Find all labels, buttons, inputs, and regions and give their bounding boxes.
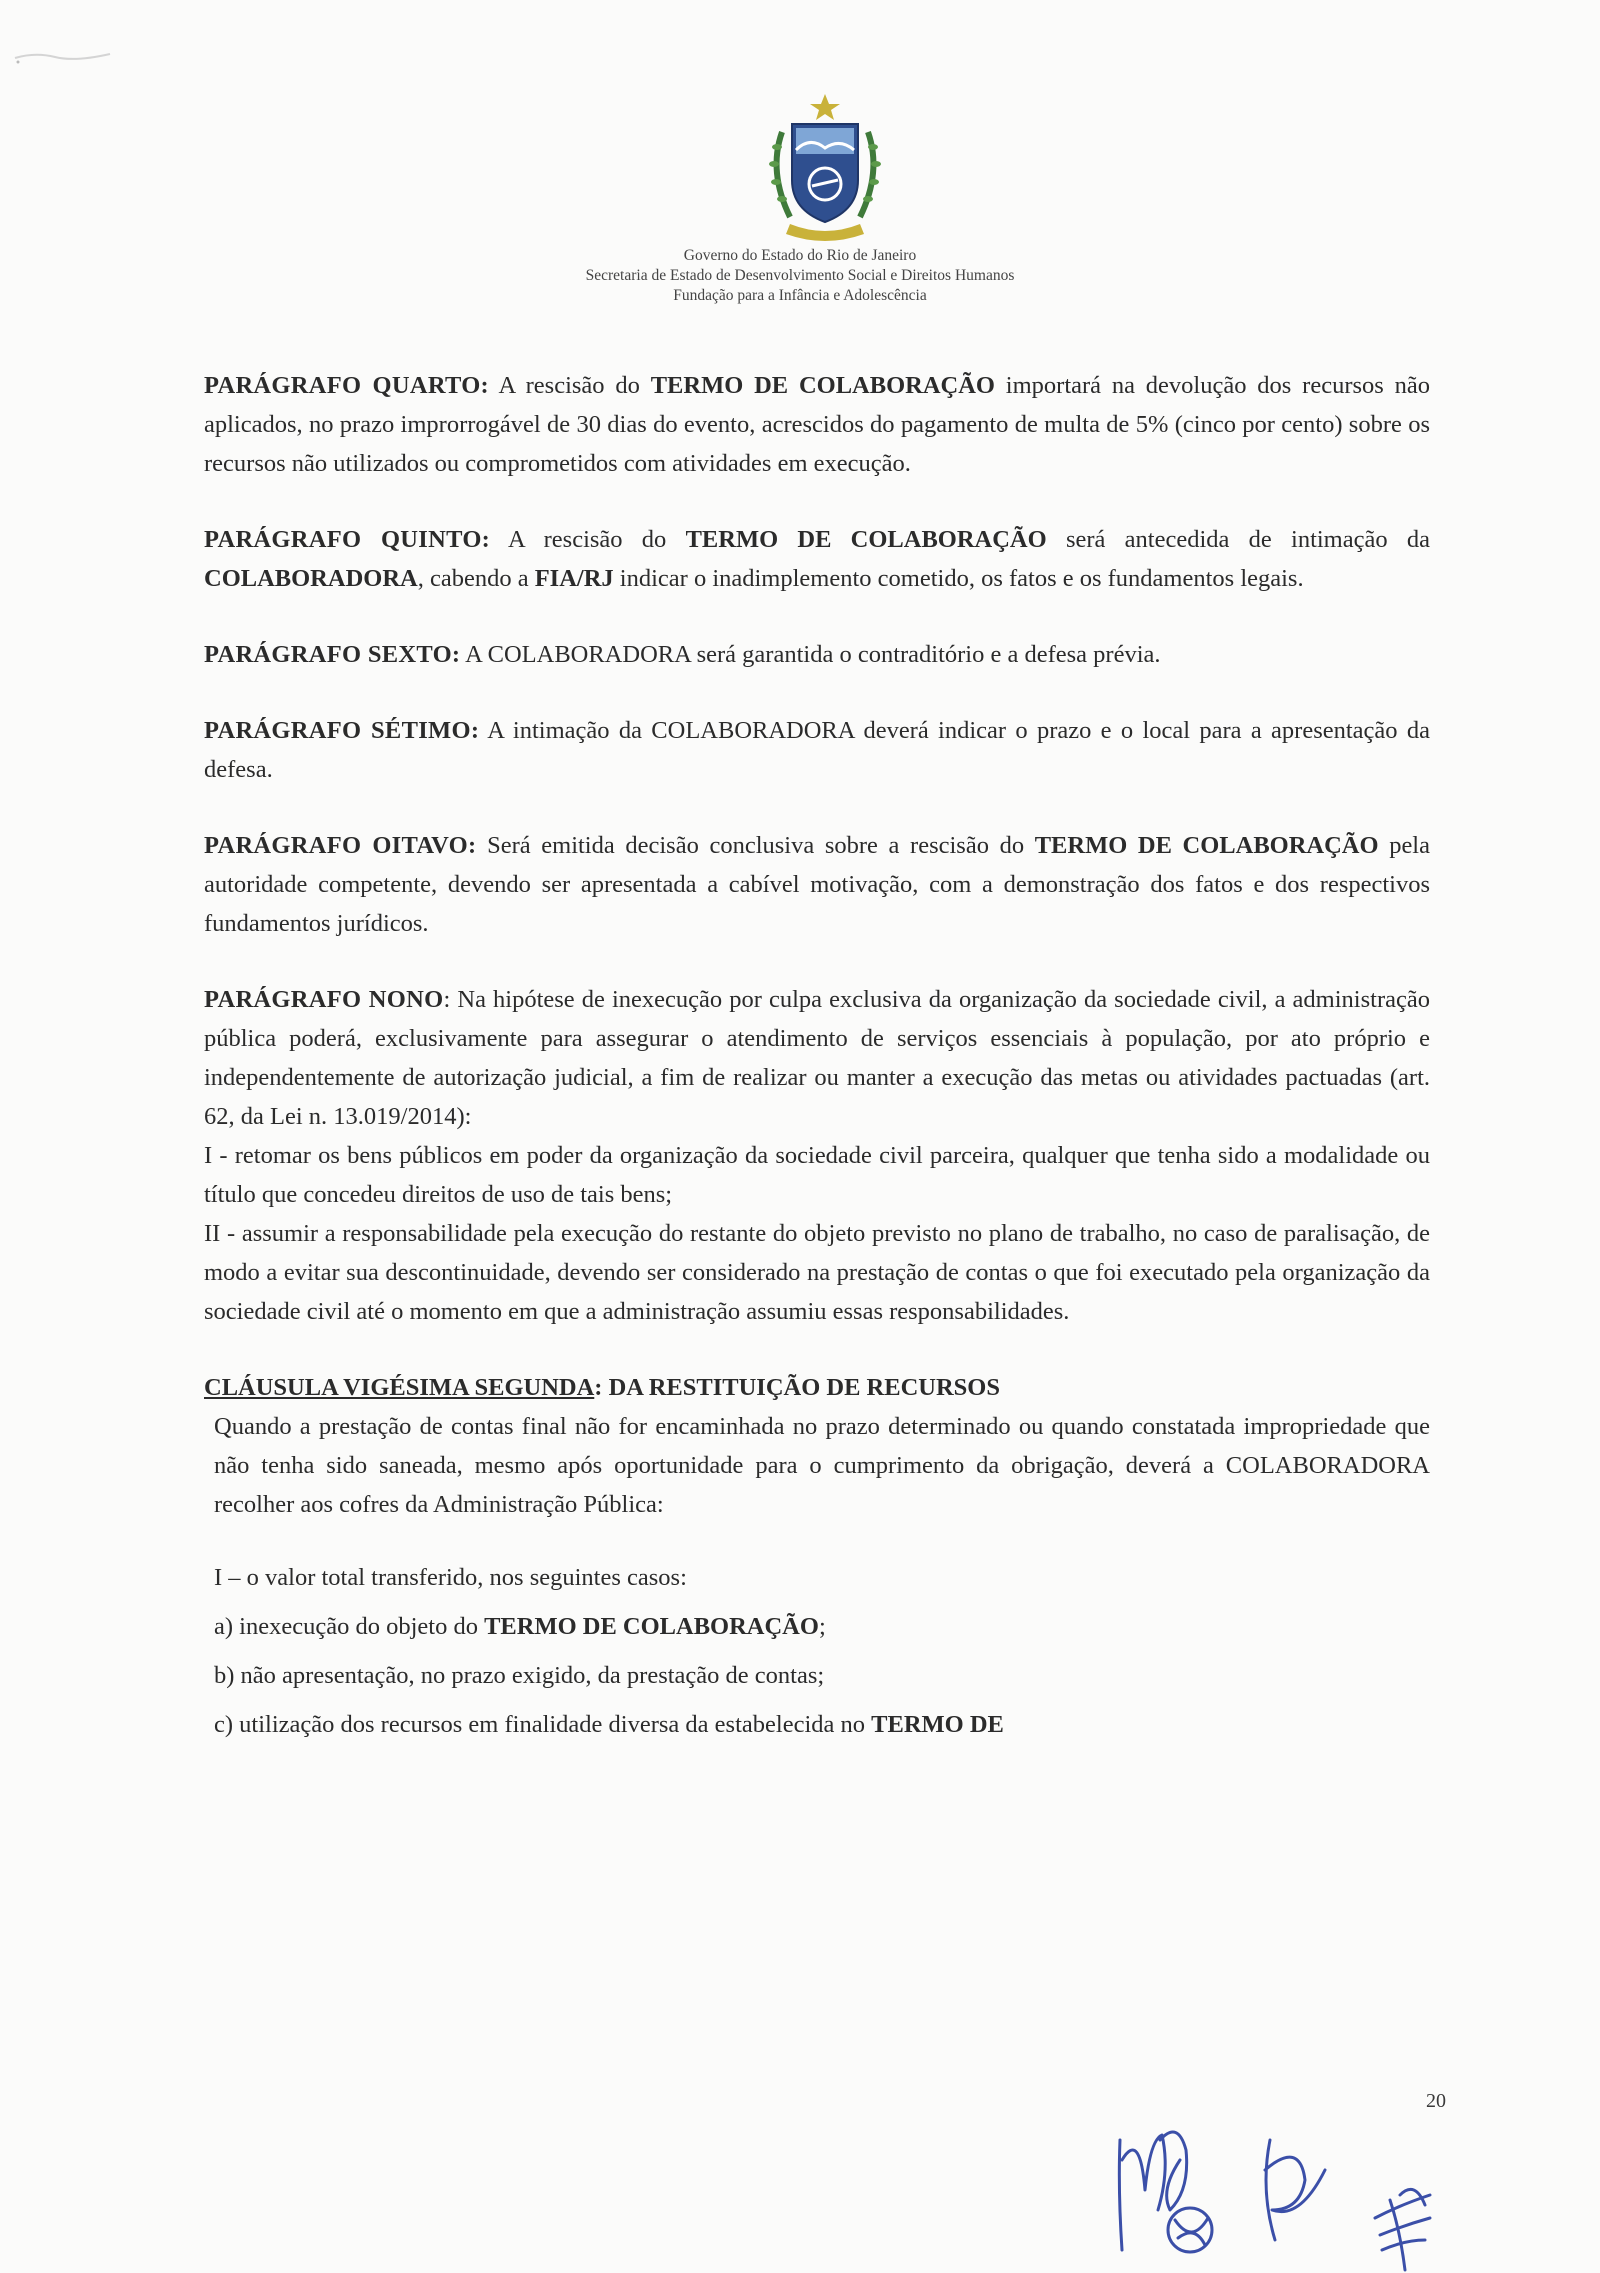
text-run: pela autoridade competente, devendo ser apresentada a cabível motivação, com a demonstração dos fatos e dos respectivos fundamentos jurídicos. bbox=[204, 832, 1430, 937]
letterhead-foundation: Fundação para a Infância e Adolescência bbox=[673, 287, 927, 304]
clause-item-c bbox=[214, 1705, 1430, 1744]
clause-item-a bbox=[214, 1607, 1430, 1646]
document-body bbox=[204, 366, 1430, 1754]
paragraph-seventh bbox=[204, 711, 1430, 789]
text-run: A rescisão do bbox=[490, 526, 686, 553]
clause-item-i: I – o valor total transferido, nos seguintes casos: bbox=[214, 1564, 687, 1591]
bold-run: TERMO DE COLABORAÇÃO bbox=[484, 1613, 819, 1640]
text-run: A intimação da COLABORADORA deverá indicar o prazo e o local para a apresentação da defesa. bbox=[204, 717, 1430, 783]
page-number: 20 bbox=[1426, 2090, 1446, 2112]
handwritten-initials bbox=[1100, 2100, 1500, 2273]
paragraph-sixth bbox=[204, 635, 1430, 674]
paragraph-label: PARÁGRAFO QUARTO: bbox=[204, 372, 490, 399]
text-run: c) utilização dos recursos em finalidade diversa da estabelecida no bbox=[214, 1711, 872, 1738]
clause-title bbox=[204, 1368, 1430, 1407]
text-run: : Na hipótese de inexecução por culpa exclusiva da organização da sociedade civil, a administração pública poderá, exclusivamente para assegurar o atendimento de serviços essenciais à população, por ato próprio e independentemente de autorização judicial, a fim de realizar ou manter a execução das metas ou atividades pactuadas (art. 62, da Lei n. 13.019/2014): bbox=[204, 986, 1430, 1130]
letterhead bbox=[300, 246, 1300, 306]
paragraph-ninth bbox=[204, 980, 1430, 1331]
bold-run: TERMO DE COLABORAÇÃO bbox=[685, 526, 1047, 553]
text-run: importará na devolução dos recursos não aplicados, no prazo improrrogável de 30 dias do evento, acrescidos do pagamento de multa de 5% (cinco por cento) sobre os recursos não utilizados ou comprometidos com atividades em execução. bbox=[204, 372, 1430, 477]
text-run: ; bbox=[818, 1613, 826, 1640]
bold-run: TERMO DE COLABORAÇÃO bbox=[650, 372, 995, 399]
bold-run: TERMO DE COLABORAÇÃO bbox=[1034, 832, 1379, 859]
paragraph-eighth bbox=[204, 826, 1430, 943]
text-run: indicar o inadimplemento cometido, os fatos e os fundamentos legais. bbox=[613, 565, 1304, 592]
scan-smudge bbox=[10, 48, 120, 68]
letterhead-government: Governo do Estado do Rio de Janeiro bbox=[683, 247, 917, 264]
item-roman-ii: II - assumir a responsabilidade pela execução do restante do objeto previsto no plano de trabalho, no caso de paralisação, de modo a evitar sua descontinuidade, devendo ser considerado na prestação de contas o que foi executado pela organização da sociedade civil até o momento em que a administração assumiu essas responsabilidades. bbox=[204, 1220, 1430, 1325]
paragraph-label: PARÁGRAFO QUINTO: bbox=[204, 526, 491, 553]
bold-run: COLABORADORA bbox=[204, 565, 418, 592]
paragraph-fourth bbox=[204, 366, 1430, 483]
bold-run: TERMO DE bbox=[871, 1711, 1004, 1738]
text-run: Será emitida decisão conclusiva sobre a rescisão do bbox=[476, 832, 1035, 859]
paragraph-label: PARÁGRAFO SÉTIMO: bbox=[204, 717, 480, 744]
paragraph-fifth bbox=[204, 520, 1430, 598]
clause-title-underlined: CLÁUSULA VIGÉSIMA SEGUNDA bbox=[204, 1374, 595, 1401]
letterhead-secretariat: Secretaria de Estado de Desenvolvimento Social e Direitos Humanos bbox=[585, 267, 1015, 284]
item-roman-i: I - retomar os bens públicos em poder da organização da sociedade civil parceira, qualquer que tenha sido a modalidade ou título que concedeu direitos de uso de tais bens; bbox=[204, 1142, 1430, 1208]
paragraph-label: PARÁGRAFO OITAVO: bbox=[204, 832, 477, 859]
text-run: , cabendo a bbox=[417, 565, 535, 592]
text-run: A COLABORADORA será garantida o contraditório e a defesa prévia. bbox=[460, 641, 1161, 668]
clause-item-b: b) não apresentação, no prazo exigido, da prestação de contas; bbox=[214, 1662, 825, 1689]
clause-body: Quando a prestação de contas final não for encaminhada no prazo determinado ou quando constatada impropriedade que não tenha sido saneada, mesmo após oportunidade para o cumprimento da obrigação, deverá a COLABORADORA recolher aos cofres da Administração Pública: bbox=[214, 1413, 1430, 1518]
clause-title-rest: : DA RESTITUIÇÃO DE RECURSOS bbox=[594, 1374, 1000, 1401]
state-coat-of-arms-icon bbox=[760, 92, 890, 242]
paragraph-label: PARÁGRAFO SEXTO: bbox=[204, 641, 461, 668]
text-run: será antecedida de intimação da bbox=[1046, 526, 1430, 553]
text-run: A rescisão do bbox=[489, 372, 651, 399]
bold-run: FIA/RJ bbox=[534, 565, 614, 592]
paragraph-label: PARÁGRAFO NONO bbox=[204, 986, 444, 1013]
text-run: a) inexecução do objeto do bbox=[214, 1613, 485, 1640]
